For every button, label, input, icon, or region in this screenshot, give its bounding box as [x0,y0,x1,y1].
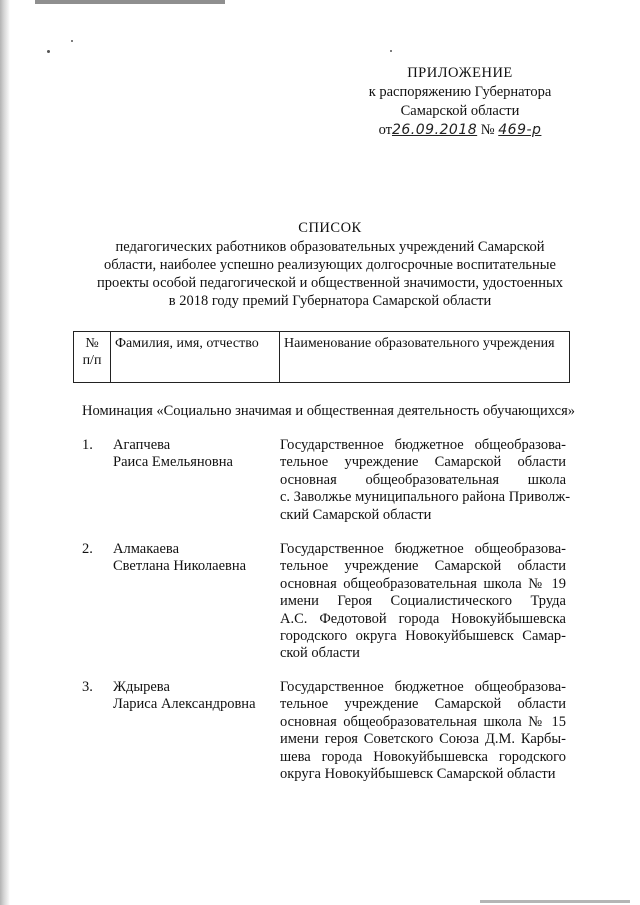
institution-line: тельное учреждение Самарской области [280,558,566,575]
entry-institution [280,437,571,524]
institution-line: тельное учреждение Самарской области [280,696,566,713]
entry-number: 1. [82,437,93,453]
column-number-line2: п/п [82,353,102,368]
column-name: Фамилия, имя, отчество [111,332,280,383]
institution-line: ский Самарской области [280,506,432,523]
scan-speck [71,40,73,42]
institution-line: имени Героя Социалистического Труда [280,593,566,610]
appendix-title: ПРИЛОЖЕНИЕ [407,65,513,81]
heading-line: педагогических работников образовательных учреждений Самарской [115,239,545,255]
appendix-line: Самарской области [400,103,520,119]
institution-line: имени героя Советского Союза Д.М. Карбы- [280,731,566,748]
institution-line: городского округа Новокуйбышевск Самар- [280,628,566,645]
number-prefix: № [480,122,495,138]
entry-surname: Агапчева [113,437,171,453]
entry-institution [280,541,566,663]
table-header [73,331,570,383]
entry-surname: Ждырева [113,679,170,695]
list-heading [90,219,570,310]
scan-speck [390,50,392,52]
entry-surname: Алмакаева [113,541,180,557]
entry-institution [280,679,566,783]
entry-name [113,541,283,576]
handwritten-date: 26.09.2018 [391,122,478,138]
nomination-title: Номинация «Социально значимая и общественная деятельность обучающихся» [82,403,576,419]
date-prefix: от [378,122,392,138]
entry-given-name: Раиса Емельяновна [113,454,233,471]
entry-number: 3. [82,679,93,695]
appendix-date-line [340,121,580,140]
institution-line: А.С. Федотовой города Новокуйбышевска [280,610,566,627]
column-number [74,332,111,383]
entry-name [113,679,283,714]
scan-edge-top [35,0,225,4]
institution-line: основная общеобразовательная школа № 15 [280,713,566,730]
heading-line: проекты особой педагогической и общественной значимости, удостоенных [97,275,563,291]
scan-edge-bottom [480,900,630,903]
institution-line: основная общеобразовательная школа № 19 [280,575,566,592]
appendix-line: к распоряжению Губернатора [368,84,552,100]
entry-given-name: Светлана Николаевна [113,558,247,575]
column-institution: Наименование образовательного учреждения [280,332,570,383]
heading-line: области, наиболее успешно реализующих долгосрочные воспитательные [104,257,556,273]
institution-line: Государственное бюджетное общеобразова- [280,679,566,695]
scan-speck [47,50,50,53]
list-title: СПИСОК [298,220,362,236]
institution-line: шева города Новокуйбышевска городского [280,748,566,765]
handwritten-number: 469-р [498,122,542,138]
entry-name [113,437,283,472]
institution-line: Государственное бюджетное общеобразова- [280,541,566,557]
institution-line: ской области [280,645,360,662]
institution-line: Государственное бюджетное общеобразова- [280,437,566,453]
institution-line: тельное учреждение Самарской области [280,454,566,471]
appendix-block [340,64,580,140]
entry-number: 2. [82,541,93,557]
scan-edge-left [0,0,10,905]
table-header-row [74,332,570,383]
institution-line: основная общеобразовательная школа [280,471,566,488]
institution-line: с. Заволжье муниципального района Приволж- [280,489,571,506]
institution-line: округа Новокуйбышевск Самарской области [280,766,556,783]
heading-line: в 2018 году премий Губернатора Самарской области [168,293,492,309]
column-number-line1: № [85,336,99,351]
entry-given-name: Лариса Александровна [113,696,256,713]
